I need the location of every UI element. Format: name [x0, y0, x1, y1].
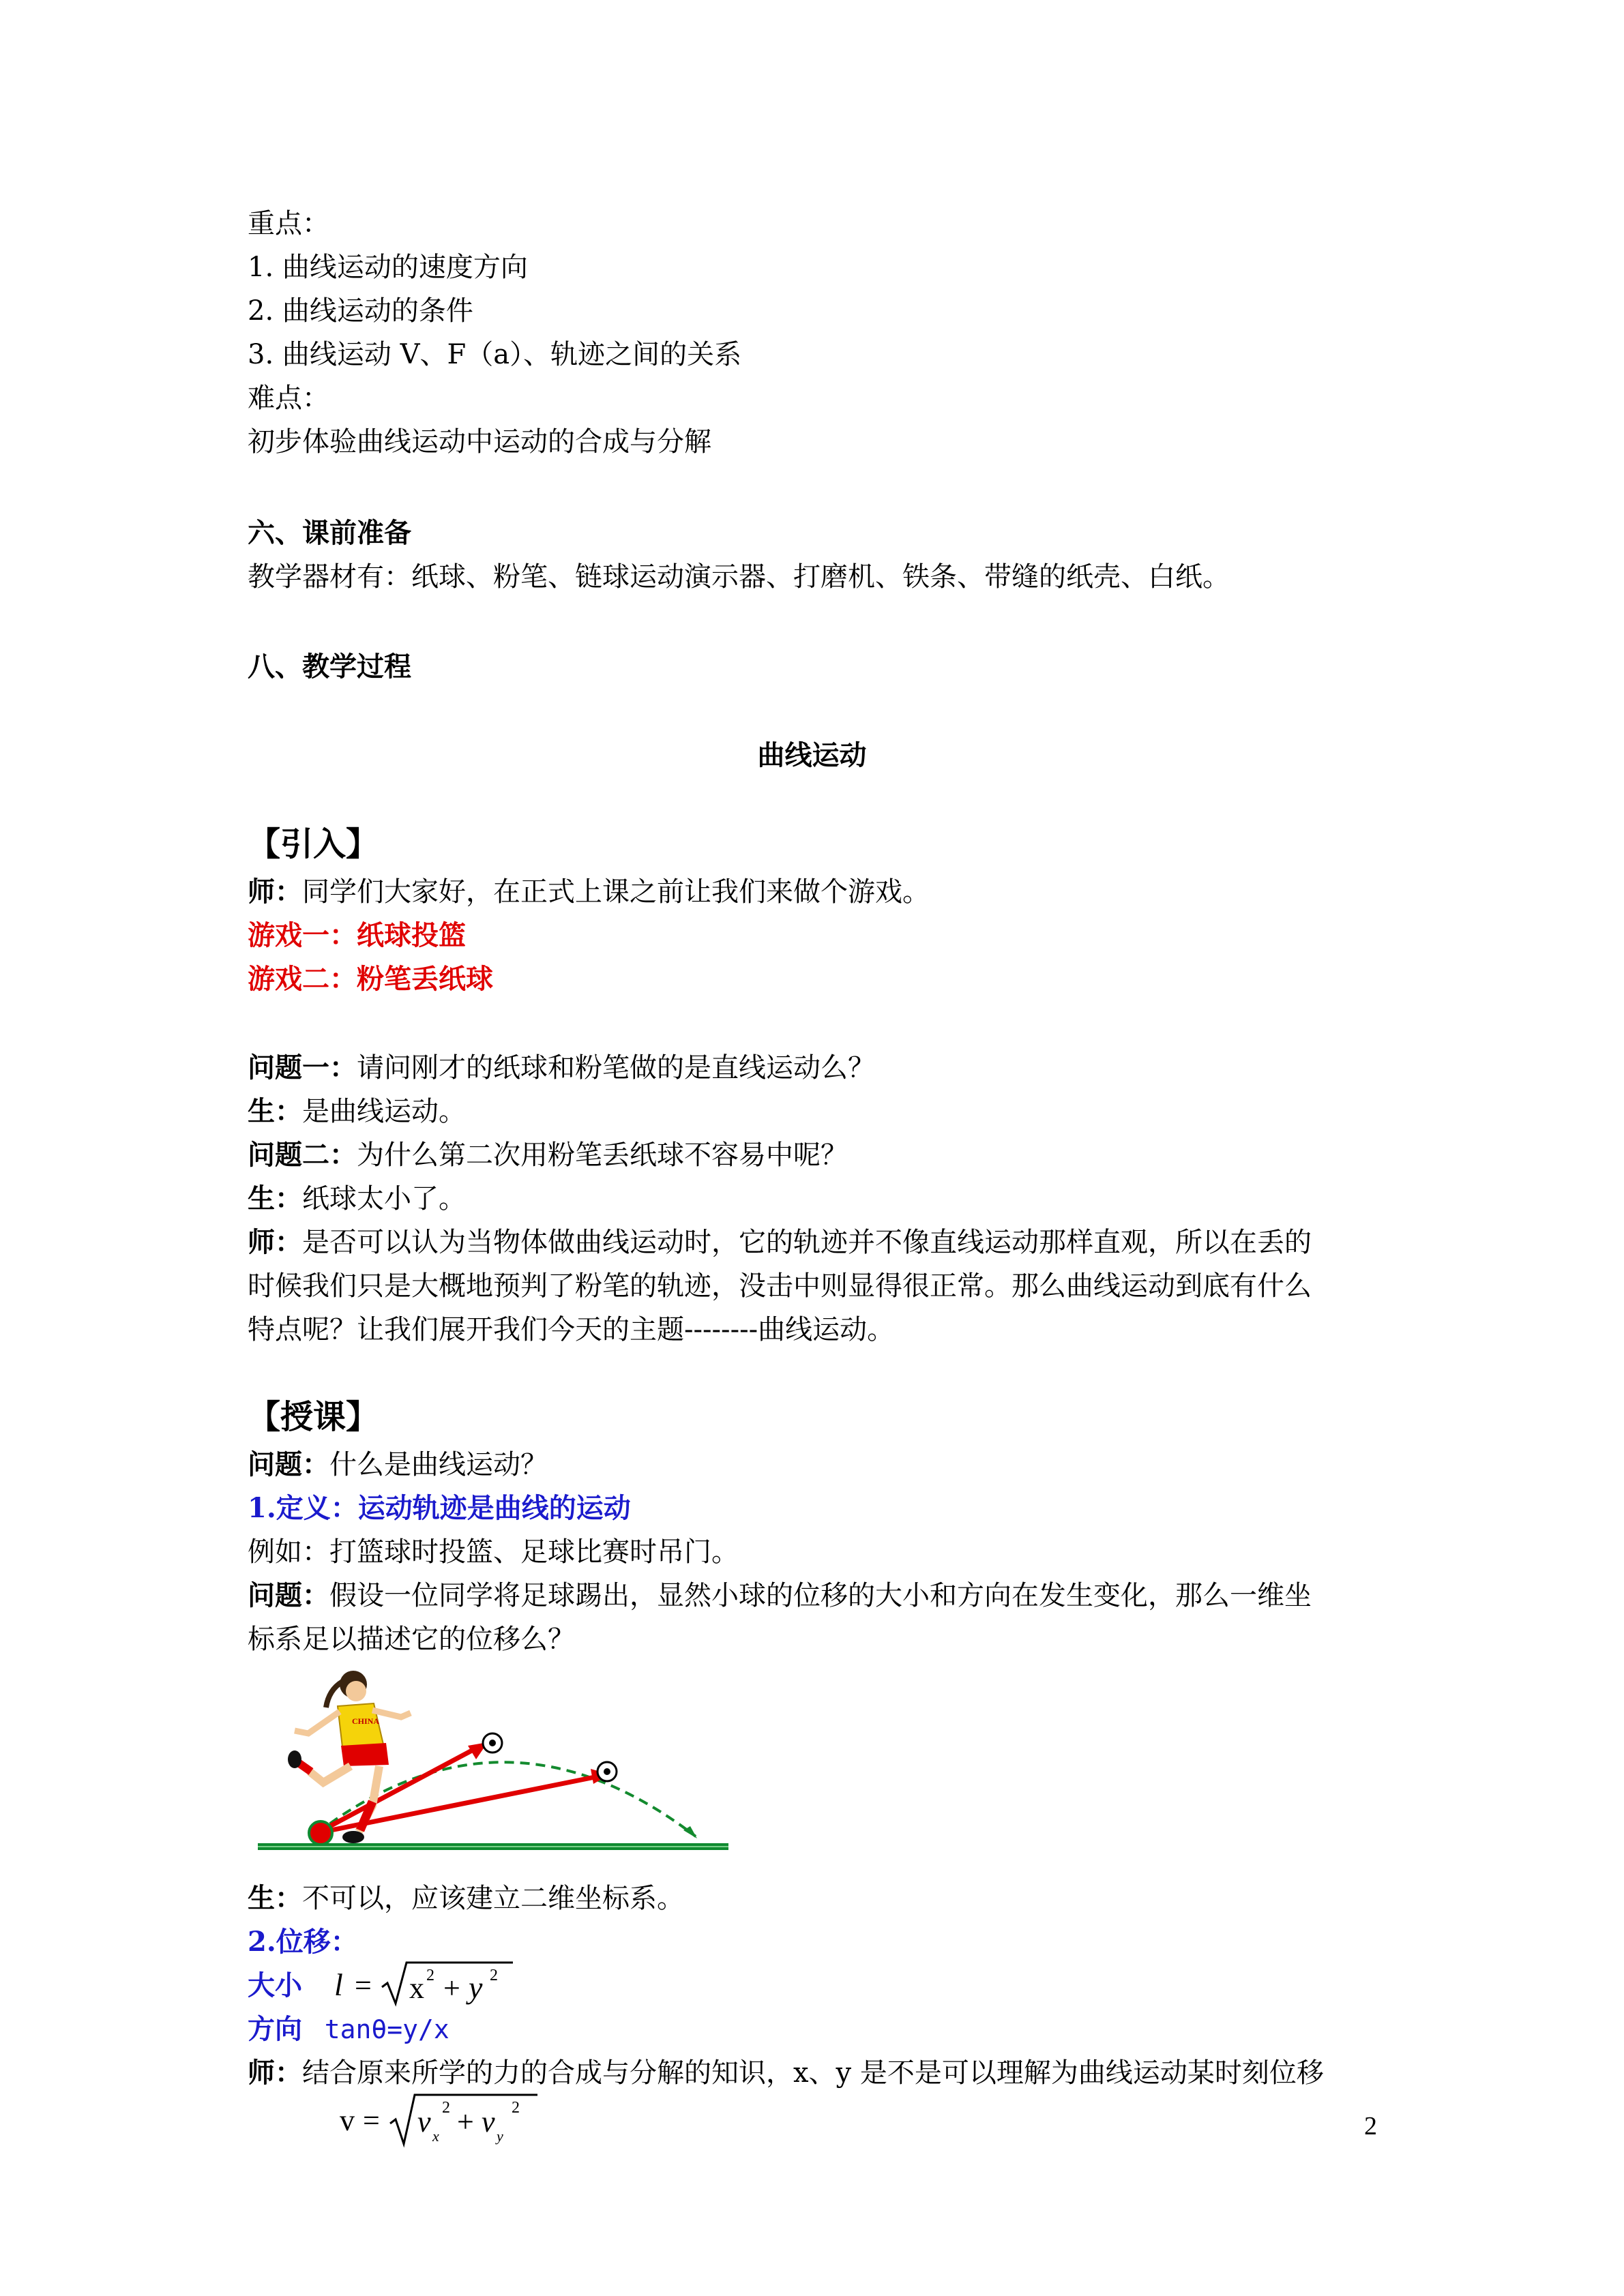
- question-label: 问题：: [248, 1448, 329, 1480]
- question-text: 假设一位同学将足球踢出，显然小球的位移的大小和方向在发生变化，那么一维坐: [329, 1580, 1312, 1611]
- speech-text: 结合原来所学的力的合成与分解的知识，x、y 是不是可以理解为曲线运动某时刻位移: [302, 2057, 1324, 2089]
- lecture-question: [248, 1443, 548, 1487]
- lecture-question-2-line-2: 标系足以描述它的位移么？: [248, 1624, 575, 1655]
- game-1: 游戏一：纸球投篮: [248, 919, 466, 951]
- question-text: 什么是曲线运动？: [329, 1449, 548, 1480]
- direction-row: [248, 2008, 449, 2051]
- speech-text: 是否可以认为当物体做曲线运动时，它的轨迹并不像直线运动那样直观，所以在丢的: [302, 1227, 1312, 1258]
- question-text: 为什么第二次用粉笔丢纸球不容易中呢？: [357, 1139, 848, 1171]
- speaker-label: 生：: [248, 1882, 302, 1914]
- definition: 1.定义：运动轨迹是曲线的运动: [248, 1492, 631, 1524]
- key-point-3: 3. 曲线运动 V、F（a）、轨迹之间的关系: [248, 339, 742, 370]
- speaker-label: 师：: [248, 876, 302, 908]
- lecture-heading: 【授课】: [248, 1398, 379, 1436]
- student-answer-3: [248, 1877, 684, 1920]
- preparation-heading: 六、课前准备: [248, 517, 411, 549]
- teacher-remark-2-line-3: 特点呢？让我们展开我们今天的主题--------曲线运动。: [248, 1314, 895, 1345]
- formula-plus: +: [443, 1971, 460, 2005]
- difficulties-text: 初步体验曲线运动中运动的合成与分解: [248, 426, 711, 458]
- intro-teacher-1: [248, 870, 930, 914]
- lesson-title: 曲线运动: [757, 739, 867, 771]
- preparation-text: 教学器材有：纸球、粉笔、链球运动演示器、打磨机、铁条、带缝的纸壳、白纸。: [248, 561, 1230, 593]
- direction-label: 方向: [248, 2013, 302, 2045]
- teacher-remark-2-line-2: 时候我们只是大概地预判了粉笔的轨迹，没击中则显得很正常。那么曲线运动到底有什么: [248, 1270, 1312, 1302]
- page-number: 2: [1364, 2112, 1377, 2141]
- intro-heading: 【引入】: [248, 825, 379, 863]
- speaker-label: 师：: [248, 2057, 302, 2089]
- formula-sq: 2: [442, 2099, 450, 2117]
- speaker-label: 生：: [248, 1182, 302, 1214]
- question-text: 请问刚才的纸球和粉笔做的是直线运动么？: [357, 1052, 875, 1084]
- student-answer-2: [248, 1177, 466, 1221]
- displacement-heading: 2.位移：: [248, 1926, 358, 1958]
- question-label: 问题二：: [248, 1139, 357, 1171]
- formula-vx-sub: x: [432, 2128, 439, 2145]
- ball-icon: [483, 1733, 502, 1753]
- formula-sq: 2: [426, 1967, 434, 1984]
- formula-vx: v: [417, 2105, 431, 2138]
- formula-vy: v: [482, 2105, 495, 2138]
- direction-formula: tanθ=y/x: [324, 2014, 449, 2044]
- displacement-arrow-1: [317, 1746, 481, 1833]
- speech-text: 不可以，应该建立二维坐标系。: [302, 1883, 684, 1914]
- student-answer-1: [248, 1090, 466, 1133]
- formula-eq: =: [363, 2104, 380, 2137]
- shirt-text: CHINA: [352, 1716, 380, 1726]
- game-2: 游戏二：粉笔丢纸球: [248, 963, 493, 995]
- speaker-label: 师：: [248, 1226, 302, 1258]
- formula-eq: =: [355, 1969, 372, 2002]
- key-point-2: 2. 曲线运动的条件: [248, 295, 473, 327]
- question-label: 问题一：: [248, 1052, 357, 1084]
- formula-l: l: [334, 1967, 343, 2002]
- formula-x: x: [409, 1971, 424, 2005]
- key-point-1: 1. 曲线运动的速度方向: [248, 252, 528, 283]
- example: 例如：打篮球时投篮、足球比赛时吊门。: [248, 1536, 739, 1568]
- speech-text: 是曲线运动。: [302, 1096, 466, 1127]
- magnitude-formula: [327, 1956, 532, 2010]
- lecture-question-2: [248, 1574, 1312, 1617]
- speech-text: 纸球太小了。: [302, 1183, 466, 1214]
- formula-sq: 2: [490, 1967, 498, 1984]
- question-2: [248, 1133, 848, 1177]
- origin-ball-icon: [309, 1821, 332, 1845]
- magnitude-label: 大小: [248, 1969, 302, 2001]
- question-label: 问题：: [248, 1579, 329, 1611]
- football-kick-figure: [252, 1663, 730, 1860]
- teacher-remark-3: [248, 2051, 1324, 2095]
- difficulties-heading: 难点：: [248, 383, 329, 414]
- teacher-remark-2: [248, 1221, 1312, 1264]
- formula-plus: +: [457, 2105, 474, 2138]
- formula-sq: 2: [512, 2099, 520, 2117]
- ball-icon: [597, 1762, 617, 1781]
- process-heading: 八、教学过程: [248, 651, 411, 683]
- formula-y: y: [469, 1970, 483, 2005]
- speech-text: 同学们大家好，在正式上课之前让我们来做个游戏。: [302, 876, 930, 908]
- velocity-formula: [333, 2091, 551, 2152]
- key-points-heading: 重点：: [248, 208, 329, 239]
- speaker-label: 生：: [248, 1095, 302, 1127]
- question-1: [248, 1046, 875, 1090]
- formula-vy-sub: y: [497, 2128, 503, 2145]
- formula-v: v: [340, 2104, 355, 2137]
